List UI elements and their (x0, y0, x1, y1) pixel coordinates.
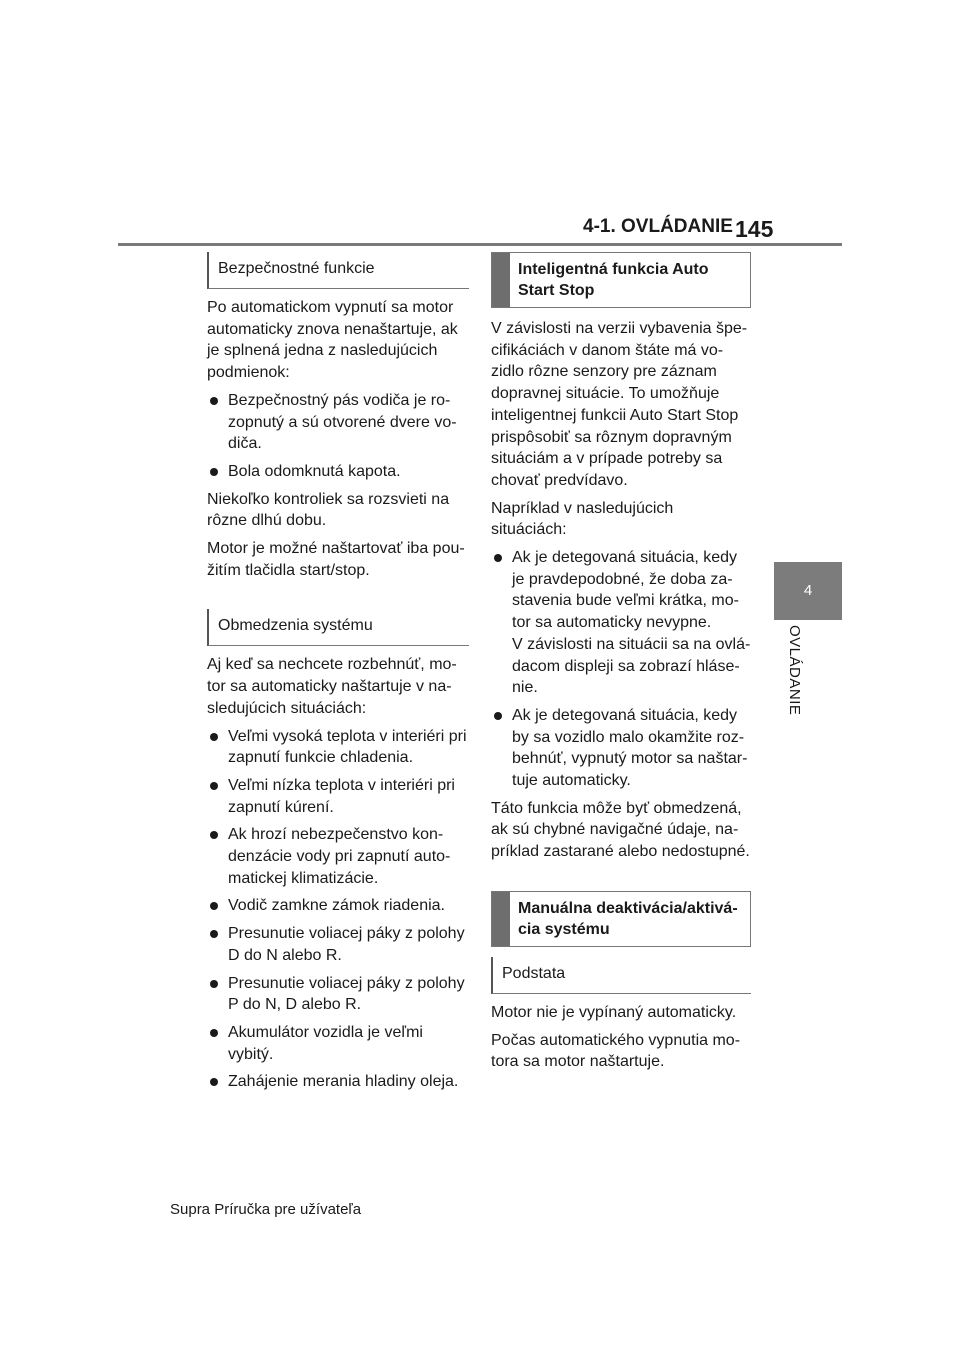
heading-system-limits: Obmedzenia systému (207, 609, 469, 646)
heading-auto-start-stop: Inteligentná funkcia Auto Start Stop (491, 252, 751, 308)
heading-marker (492, 892, 510, 946)
list-item: Ak je detegovaná situácia, kedy je pravdepodobné, že doba za-stavenia bude veľmi krátka, mo-tor sa automaticky nevypne. V závislosti na situácii sa na ovlá-dacom displeji sa zobrazí hláse-nie. (491, 547, 751, 699)
header-rule (118, 243, 842, 246)
list-item: Ak je detegovaná situácia, kedy by sa vozidlo malo okamžite roz-behnúť, vypnutý motor sa naštar-tuje automaticky. (491, 705, 751, 792)
bullet-dot-icon (210, 980, 218, 988)
paragraph: Po automatickom vypnutí sa motor automaticky znova nenaštartuje, ak je splnená jedna z nasledujúcich podmienok: (207, 299, 458, 382)
bullet-dot-icon (210, 902, 218, 910)
page-number: 145 (735, 216, 774, 242)
left-column (207, 252, 469, 1099)
heading-marker (492, 253, 510, 307)
chapter-side-label (785, 625, 805, 725)
bullet-dot-icon (210, 930, 218, 938)
footer-text: Supra Príručka pre užívateľa (170, 1201, 362, 1218)
bullet-dot-icon (210, 831, 218, 839)
paragraph: Aj keď sa nechcete rozbehnúť, mo-tor sa automaticky naštartuje v na-sledujúcich situáciách: (207, 656, 457, 717)
paragraph: Motor je možné naštartovať iba pou-žitím tlačidla start/stop. (207, 540, 465, 579)
heading-safety-functions: Bezpečnostné funkcie (207, 252, 469, 289)
paragraph: V závislosti na verzii vybavenia špe-cifikáciách v danom štáte má vo-zidlo rôzne senzory pre záznam dopravnej situácie. To umožňuje inteligentnej funkcii Auto Start Stop prispôsobiť sa rôznym dopravným situáciám a v prípade potreby sa chovať predvídavo. (491, 320, 748, 489)
list-item: Vodič zamkne zámok riadenia. (207, 895, 469, 917)
bullet-dot-icon (494, 712, 502, 720)
list-item: Akumulátor vozidla je veľmi vybitý. (207, 1022, 469, 1065)
chapter-tab[interactable]: 4 (774, 562, 842, 620)
list-item: Veľmi vysoká teplota v interiéri pri zapnutí funkcie chladenia. (207, 726, 469, 769)
bullet-dot-icon (210, 782, 218, 790)
list-item: Veľmi nízka teplota v interiéri pri zapnutí kúrení. (207, 775, 469, 818)
list-item: Zahájenie merania hladiny oleja. (207, 1071, 469, 1093)
list-item: Bezpečnostný pás vodiča je ro-zopnutý a sú otvorené dvere vo-diča. (207, 390, 469, 455)
paragraph: Táto funkcia môže byť obmedzená, ak sú chybné navigačné údaje, na-príklad zastarané alebo nedostupné. (491, 799, 750, 861)
bullet-dot-icon (210, 1078, 218, 1086)
list-item: Bola odomknutá kapota. (207, 461, 469, 483)
paragraph: Napríklad v nasledujúcich situáciách: (491, 499, 674, 539)
heading-principle: Podstata (491, 957, 751, 994)
bullet-dot-icon (210, 1029, 218, 1037)
bullet-list (207, 726, 469, 1094)
bullet-dot-icon (494, 554, 502, 562)
bullet-list (207, 390, 469, 483)
list-item: Presunutie voliacej páky z polohy P do N, D alebo R. (207, 973, 469, 1016)
bullet-dot-icon (210, 397, 218, 405)
right-column (491, 252, 751, 1079)
paragraph: Počas automatického vypnutia mo-tora sa motor naštartuje. (491, 1031, 741, 1071)
list-item: Presunutie voliacej páky z polohy D do N alebo R. (207, 923, 469, 966)
paragraph: Niekoľko kontroliek sa rozsvieti na rôzne dlhú dobu. (207, 490, 450, 530)
chapter-side-label-text: OVLÁDANIE (786, 625, 803, 716)
bullet-dot-icon (210, 468, 218, 476)
paragraph: Motor nie je vypínaný automaticky. (491, 1003, 737, 1021)
bullet-list (491, 547, 751, 792)
bullet-dot-icon (210, 733, 218, 741)
section-label: 4-1. OVLÁDANIE (583, 216, 733, 237)
heading-manual-deactivation: Manuálna deaktivácia/aktivá-cia systému (491, 891, 751, 947)
list-item: Ak hrozí nebezpečenstvo kon-denzácie vody pri zapnutí auto-matickej klimatizácie. (207, 824, 469, 889)
